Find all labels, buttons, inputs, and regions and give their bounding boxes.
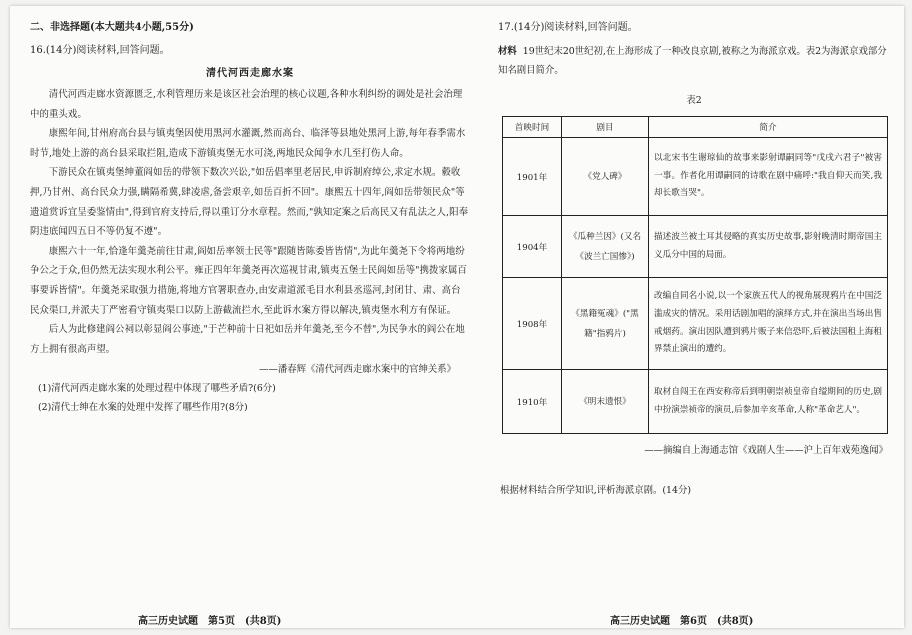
table-header-row <box>503 117 888 138</box>
question-16-heading: 16.(14分)阅读材料,回答问题。 <box>30 45 170 56</box>
page-5 <box>30 18 470 417</box>
table-row <box>503 370 888 434</box>
question-17-task: 根据材料结合所学知识,评析海派京剧。(14分) <box>500 485 691 496</box>
material-source: ——摘编自上海通志馆《戏剧人生——沪上百年戏苑逸闻》 <box>644 445 888 456</box>
article-source: ——潘春辉《清代河西走廊水案中的官绅关系》 <box>259 364 456 376</box>
table-row <box>503 216 888 278</box>
intro-cell: 以北宋书生谢琼仙的故事来影射谭嗣同等"戊戌六君子"被害一事。作者化用谭嗣同的诗歌在剧中痛呼:"我自仰天而笑,我却长歌当哭"。 <box>649 138 888 216</box>
year-cell: 1901年 <box>503 138 562 216</box>
table-caption: 表2 <box>686 95 702 106</box>
material-text <box>498 43 890 80</box>
paragraph: 后人为此修建阎公祠以彰显阎公事迹,"于芒种前十日祀如岳并年羹尧,至今不替",为民争水的阎公在地方上拥有很高声望。 <box>30 324 465 355</box>
question-17-heading: 17.(14分)阅读材料,回答问题。 <box>498 22 638 33</box>
page-6 <box>498 18 890 496</box>
intro-cell: 描述波兰被土耳其侵略的真实历史故事,影射晚清时期帝国主义瓜分中国的局面。 <box>649 216 888 278</box>
paragraph: 下游民众在镇夷堡绅董阎如岳的带领下数次兴讼,"如岳倡率里老居民,申诉制府绰公,求定水规。縠收押,乃甘州、高台民众力强,瞒隔希冀,肆凌虐,备尝艰辛,如岳百折不回"。康熙五十四年,阎如岳带领民众"等遗道赏诉宜呈委鉴情由",得到官府支持后,得以重订分水章程。然而,"孰知定案之后高民又有乱法之人,阳奉阴违底闻四五日不等仍复不遵"。 <box>30 167 469 238</box>
column-header: 简介 <box>649 117 888 138</box>
sub-question-2: (2)清代士绅在水案的处理中发挥了哪些作用?(8分) <box>38 402 248 414</box>
paragraph: 清代河西走廊水资源匮乏,水利管理历来是该区社会治理的核心议题,各种水利纠纷的调处是社会治理中的重头戏。 <box>30 89 463 120</box>
paragraph: 康熙年间,甘州府高台县与镇夷堡因使用黑河水灌溉,然而高台、临泽等县地处黑河上游,每年春季需水时节,地处上游的高台县采取拦阻,造成下游镇夷堡无水可浇,两地民众闻争水几至打伤人命。 <box>30 128 466 159</box>
play-cell: 《黑籍冤魂》("黑籍"指鸦片) <box>562 278 649 370</box>
column-header: 首映时间 <box>503 117 562 138</box>
page-5-footer: 高三历史试题 第5页 (共8页) <box>138 616 282 627</box>
intro-cell: 改编自同名小说,以一个家族五代人的视角展现鸦片在中国泛滥成灾的情况。采用话剧加唱的演绎方式,并在演出当场出售戒烟药。演出因队遭到鸦片贩子来信恐吓,后被法国租上海租界禁止演出的遭约。 <box>649 278 888 370</box>
table-row <box>503 278 888 370</box>
plays-table <box>502 116 888 434</box>
material-body: 19世纪末20世纪初,在上海形成了一种改良京剧,被称之为海派京戏。表2为海派京戏部分知名剧目简介。 <box>498 46 887 76</box>
year-cell: 1904年 <box>503 216 562 278</box>
paragraph: 康熙六十一年,恰逢年羹尧前往甘肃,阎如岳率领士民等"跟随皆陈委皆皆情",为此年羹尧下令将两地纷争公之于众,但仍然无法实现水利公平。雍正四年年羹尧再次巡视甘肃,镇夷五堡士民阎如岳等"携拨家属百事要诉皆情"。年羹尧采取强力措施,将地方官署职查办,由安肃道派毛目水利县丞巡河,封闭甘、肃、高台民众渠口,并派夫丁严密看守镇夷渠口以防上游截流拦水,至此诉水案方得以解决,镇夷堡水利方有保证。 <box>30 245 467 316</box>
intro-cell: 取材自闯王在西安称帝后到明朝崇祯皇帝自缢期间的历史,剧中扮演崇祯帝的演员,后参加辛亥革命,人称"革命艺人"。 <box>649 370 888 434</box>
column-header: 剧目 <box>562 117 649 138</box>
table-row <box>503 138 888 216</box>
play-cell: 《明末遗恨》 <box>562 370 649 434</box>
exam-sheet <box>10 6 904 628</box>
material-label: 材料 <box>498 46 517 57</box>
play-cell: 《瓜种兰因》(又名《波兰亡国惨》) <box>562 216 649 278</box>
year-cell: 1910年 <box>503 370 562 434</box>
page-6-footer: 高三历史试题 第6页 (共8页) <box>610 616 754 627</box>
sub-question-1: (1)清代河西走廊水案的处理过程中体现了哪些矛盾?(6分) <box>38 383 276 395</box>
section-header: 二、非选择题(本大题共4小题,55分) <box>30 22 194 33</box>
play-cell: 《党人碑》 <box>562 138 649 216</box>
article-title: 清代河西走廊水案 <box>206 68 294 79</box>
year-cell: 1908年 <box>503 278 562 370</box>
